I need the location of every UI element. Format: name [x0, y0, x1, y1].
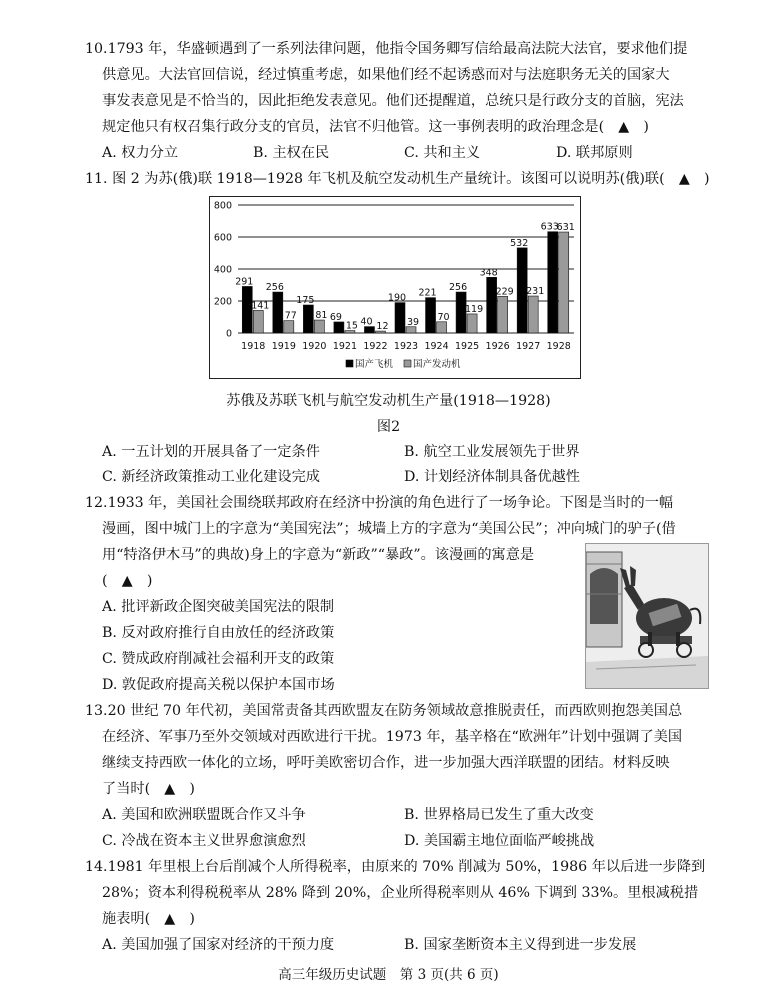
- bar-aircraft-1924: [426, 298, 436, 333]
- data-label: 70: [437, 311, 450, 323]
- x-tick-label: 1919: [271, 341, 296, 352]
- q11-option-b[interactable]: B. 航空工业发展领先于世界: [404, 444, 580, 460]
- q13-line-4: 了当时( ▲ ): [102, 781, 195, 797]
- data-label: 141: [251, 300, 270, 312]
- legend-swatch: [404, 360, 411, 367]
- q11-option-a[interactable]: A. 一五计划的开展具备了一定条件: [102, 444, 320, 460]
- chart-caption: 苏俄及苏联飞机与航空发动机生产量(1918—1928): [226, 393, 551, 409]
- q12-line-3: 用“特洛伊木马”的典故)身上的字意为“新政”“暴政”。该漫画的寓意是: [102, 547, 535, 563]
- x-tick-label: 1926: [485, 341, 510, 352]
- data-label: 81: [315, 310, 328, 322]
- bar-engine-1918: [253, 310, 263, 333]
- bar-engine-1920: [314, 320, 324, 333]
- data-label: 39: [406, 316, 420, 328]
- data-label: 15: [345, 320, 358, 332]
- q14-line-3: 施表明( ▲ ): [102, 911, 195, 927]
- page-footer: 高三年级历史试题 第 3 页(共 6 页): [278, 967, 499, 983]
- q10-line-1: 10.1793 年，华盛顿遇到了一系列法律问题，他指令国务卿写信给最高法院大法官，要求他们提: [85, 41, 688, 57]
- q13-option-c[interactable]: C. 冷战在资本主义世界愈演愈烈: [102, 833, 306, 849]
- bar-chart: [210, 197, 580, 378]
- data-label: 532: [510, 237, 529, 249]
- q13-option-d[interactable]: D. 美国霸主地位面临严峻挑战: [404, 833, 595, 849]
- x-tick-label: 1925: [454, 341, 480, 352]
- y-tick-label: 800: [213, 200, 232, 212]
- bar-aircraft-1923: [395, 303, 405, 333]
- y-tick-label: 200: [213, 296, 232, 308]
- bar-engine-1928: [559, 232, 569, 333]
- figure-label: 图2: [376, 419, 401, 435]
- q10-line-4: 规定他只有权召集行政分支的官员，法官不归他管。这一事例表明的政治理念是( ▲ ): [102, 119, 649, 135]
- q12-option-b[interactable]: B. 反对政府推行自由放任的经济政策: [102, 625, 335, 641]
- q14-line-2: 28%；资本利得税税率从 28% 降到 20%，企业所得税率则从 46% 下调到 33%。里根减税措: [102, 885, 699, 901]
- x-tick-label: 1922: [363, 341, 388, 352]
- data-label: 40: [360, 316, 373, 328]
- q13-option-a[interactable]: A. 美国和欧洲联盟既合作又斗争: [102, 807, 306, 823]
- q12-option-c[interactable]: C. 赞成政府削减社会福利开支的政策: [102, 651, 335, 667]
- y-tick-label: 600: [213, 232, 232, 244]
- x-tick-label: 1927: [516, 341, 541, 352]
- q11-option-c[interactable]: C. 新经济政策推动工业化建设完成: [102, 469, 320, 485]
- q13-line-2: 在经济、军事乃至外交领域对西欧进行干扰。1973 年，基辛格在“欧洲年”计划中强调了美国: [102, 729, 683, 745]
- data-label: 221: [418, 287, 437, 299]
- trojan-donkey-illustration: [586, 544, 708, 688]
- q12-line-2: 漫画，图中城门上的字意为“美国宪法”；城墙上方的字意为“美国公民”；冲向城门的驴子(借: [102, 521, 676, 537]
- q12-option-d[interactable]: D. 敦促政府提高关税以保护本国市场: [102, 677, 335, 693]
- data-label: 631: [556, 222, 575, 234]
- data-label: 291: [235, 276, 254, 288]
- legend-label: 国产发动机: [413, 359, 461, 370]
- y-tick-label: 400: [213, 264, 232, 276]
- data-label: 190: [387, 292, 407, 304]
- q12-line-4: ( ▲ ): [102, 573, 153, 589]
- q10-line-3: 事发表意见是不恰当的，因此拒绝发表意见。他们还提醒道，总统只是行政分支的首脑，宪法: [102, 93, 684, 109]
- x-tick-label: 1923: [393, 341, 419, 352]
- bar-chart-frame: [209, 196, 581, 379]
- bar-engine-1926: [498, 296, 508, 333]
- q14-line-1: 14.1981 年里根上台后削减个人所得税率，由原来的 70% 削减为 50%，1986 年以后进一步降到: [85, 859, 706, 875]
- q14-option-a[interactable]: A. 美国加强了国家对经济的干预力度: [102, 937, 335, 953]
- new-deal-cartoon: [585, 543, 709, 689]
- data-label: 12: [376, 321, 389, 333]
- bar-engine-1919: [284, 321, 294, 333]
- x-tick-label: 1921: [332, 341, 358, 352]
- q11-line-1: 11. 图 2 为苏(俄)联 1918—1928 年飞机及航空发动机生产量统计。该图可以说明苏(俄)联( ▲ ): [85, 171, 710, 187]
- data-label: 348: [479, 267, 498, 279]
- data-label: 256: [449, 282, 468, 294]
- data-label: 231: [526, 286, 545, 298]
- q10-option-b[interactable]: B. 主权在民: [253, 145, 330, 161]
- q13-line-1: 13.20 世纪 70 年代初，美国常责备其西欧盟友在防务领域故意推脱责任，而西欧则抱怨美国总: [85, 703, 683, 719]
- q10-option-c[interactable]: C. 共和主义: [404, 145, 481, 161]
- data-label: 77: [284, 310, 297, 322]
- legend-label: 国产飞机: [355, 359, 394, 370]
- data-label: 119: [465, 303, 484, 315]
- q10-option-d[interactable]: D. 联邦原则: [556, 145, 633, 161]
- bar-aircraft-1919: [273, 292, 283, 333]
- bar-aircraft-1920: [303, 305, 313, 333]
- bar-engine-1925: [467, 314, 477, 333]
- bar-aircraft-1921: [334, 322, 344, 333]
- q12-option-a[interactable]: A. 批评新政企图突破美国宪法的限制: [102, 599, 335, 615]
- q13-line-3: 继续支持西欧一体化的立场，呼吁美欧密切合作，进一步加强大西洋联盟的团结。材料反映: [102, 755, 670, 771]
- data-label: 69: [329, 311, 342, 323]
- q11-option-d[interactable]: D. 计划经济体制具备优越性: [404, 469, 580, 485]
- bar-engine-1927: [528, 296, 538, 333]
- x-tick-label: 1920: [302, 341, 327, 352]
- q10-line-2: 供意见。大法官回信说，经过慎重考虑，如果他们经不起诱惑而对与法庭职务无关的国家大: [102, 67, 670, 83]
- q10-option-a[interactable]: A. 权力分立: [102, 145, 179, 161]
- q12-line-1: 12.1933 年，美国社会围绕联邦政府在经济中扮演的角色进行了一场争论。下图是当时的一幅: [85, 495, 674, 511]
- y-tick-label: 0: [225, 328, 232, 340]
- bar-engine-1924: [437, 322, 447, 333]
- x-tick-label: 1918: [241, 341, 266, 352]
- x-tick-label: 1924: [424, 341, 449, 352]
- data-label: 633: [540, 221, 559, 233]
- x-tick-label: 1928: [546, 341, 571, 352]
- data-label: 229: [495, 286, 514, 298]
- legend-swatch: [346, 360, 353, 367]
- q13-option-b[interactable]: B. 世界格局已发生了重大改变: [404, 807, 594, 823]
- data-label: 175: [296, 295, 315, 306]
- q14-option-b[interactable]: B. 国家垄断资本主义得到进一步发展: [404, 937, 637, 953]
- bar-aircraft-1928: [548, 232, 558, 333]
- data-label: 256: [265, 282, 284, 294]
